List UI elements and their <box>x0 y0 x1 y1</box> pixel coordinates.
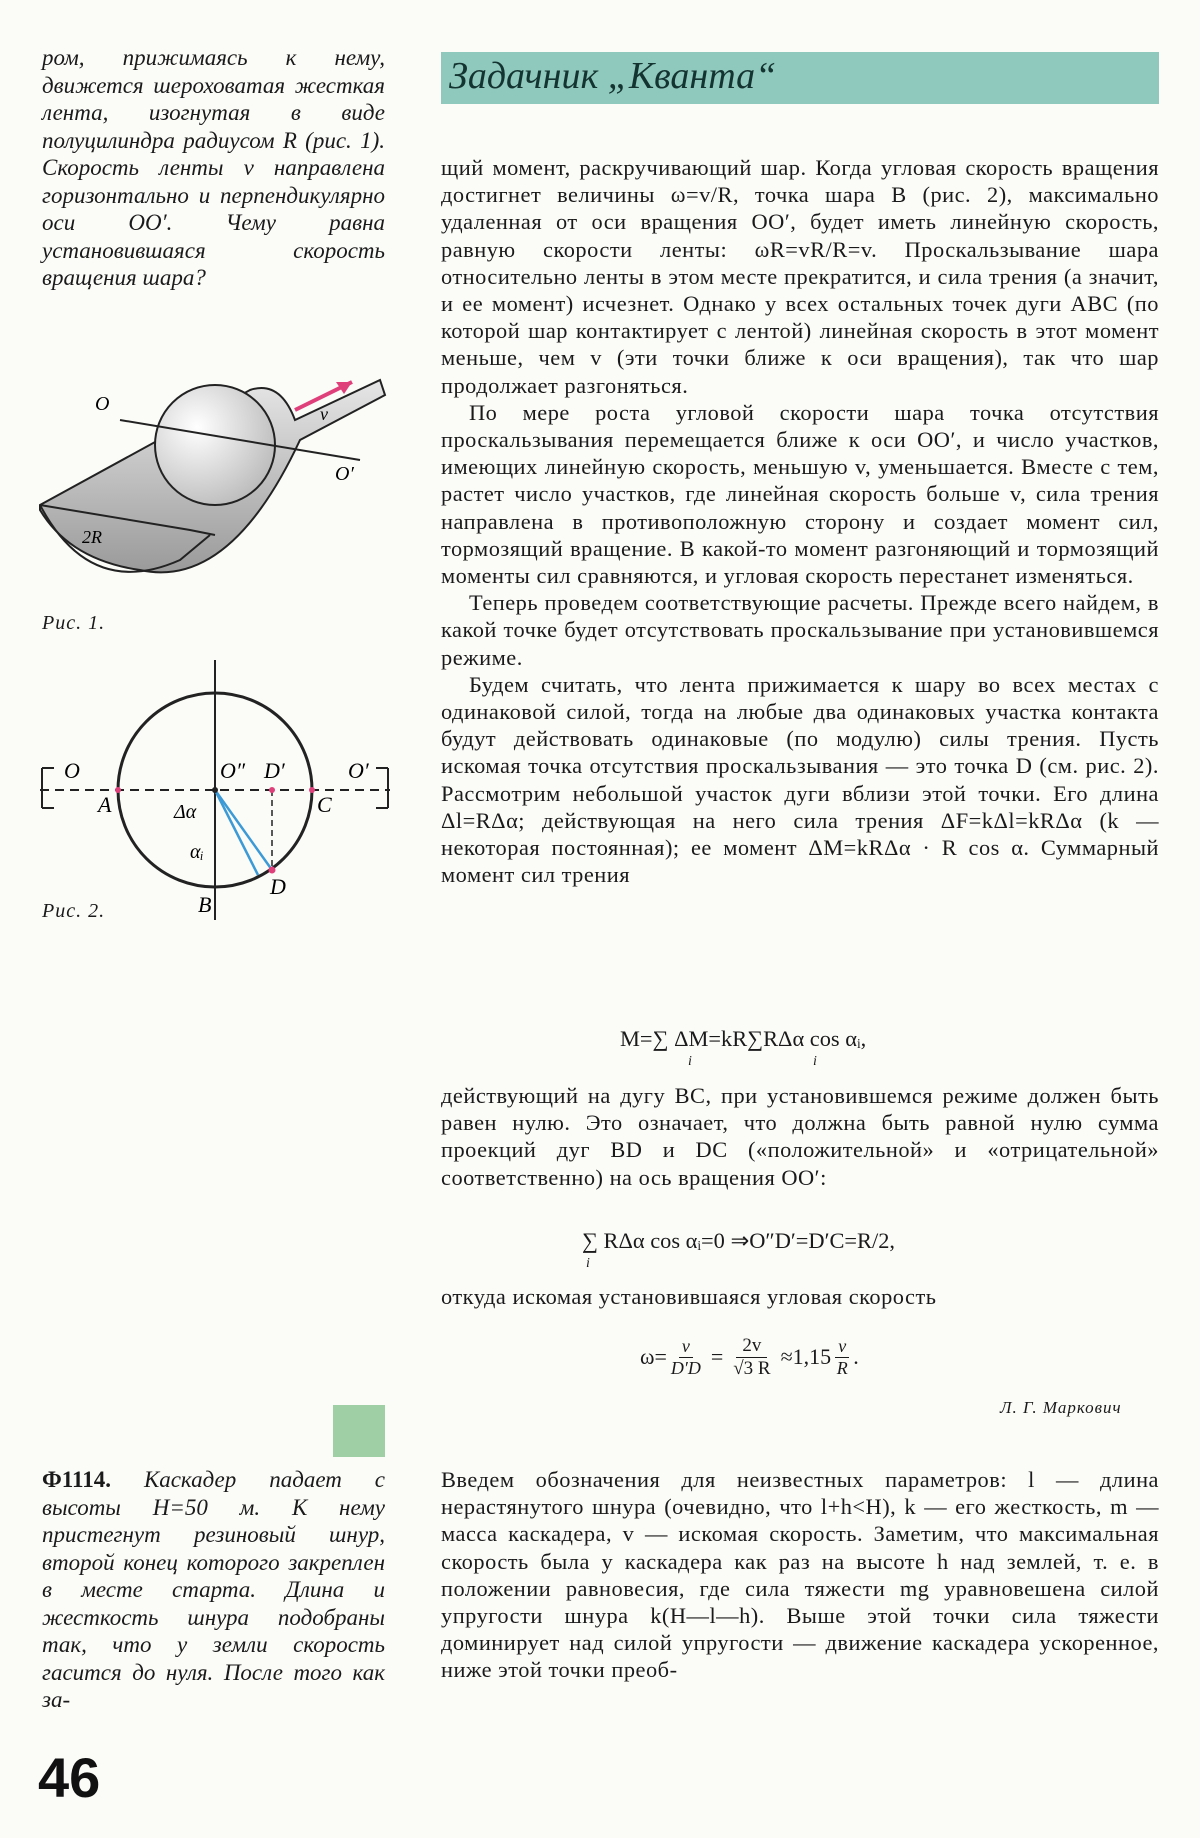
eq3-f1-num: v <box>679 1336 693 1358</box>
figure-2 <box>30 660 410 920</box>
fig1-label-2r: 2R <box>82 527 102 547</box>
left-intro <box>42 44 385 292</box>
figure-1 <box>30 360 410 600</box>
solution-p4: Будем считать, что лента прижимается к шару во всех местах с одинаковой силой, тогда на любые два одинаковых участка контакта будут действовать одинаковые (по модулю) силы трения. Пусть искомая точка отсутствия проскальзывания — это точка D (см. рис. 2). Рассмотрим небольшой участок дуги вблизи этой точки. Его длина Δl=RΔα; действующая на него сила трения ΔF=kΔl=kRΔα (k — некоторая постоянная); ее момент ΔM=kRΔα · R cos α. Суммарный момент сил трения <box>441 671 1159 888</box>
equation-2-text: ∑ RΔα cos αᵢ=0 ⇒O″D′=D′C=R/2, <box>582 1228 896 1253</box>
equation-1-text: M=∑ ΔM=kR∑RΔα cos αᵢ, <box>620 1026 867 1051</box>
fig2-label-alpha-i: αᵢ <box>190 841 204 863</box>
section-marker-square <box>333 1405 385 1457</box>
eq3-f2-den: √3 R <box>733 1357 771 1379</box>
equation-3 <box>640 1322 859 1392</box>
solution-p7: Введем обозначения для неизвестных параметров: l — длина нерастянутого шнура (очевидно, что l+h<H), k — его жесткость, m — масса каскадера, v — искомая скорость. Заметим, что максимальная скорость была у каскадера как раз на высоте h над землей, т. е. в положении равновесия, где сила тяжести mg уравновешена силой упругости шнура k(H—l—h). Выше этой точки сила тяжести доминирует над силой упругости — движение каскадера ускоренное, ниже этой точки преоб- <box>441 1467 1159 1683</box>
section-banner <box>441 52 1159 104</box>
problem-f1114 <box>42 1466 385 1714</box>
fig2-label-a: A <box>98 792 112 817</box>
ball <box>155 385 275 505</box>
fig2-label-b: B <box>198 892 212 917</box>
eq3-f3-num: v <box>835 1336 849 1358</box>
equation-1 <box>620 1026 866 1052</box>
problem-body: Каскадер падает с высоты H=50 м. К нему пристегнут резиновый шнур, второй конец которого закреплен в месте старта. Длина и жесткость шнура подобраны так, что у земли скорость гасится до нуля. После того как за- <box>42 1467 386 1712</box>
solution-text-3 <box>441 1283 1159 1310</box>
eq3-end: . <box>853 1344 859 1369</box>
fig1-label-o-prime: O′ <box>335 463 354 485</box>
solution-p6: откуда искомая установившаяся угловая скорость <box>441 1284 937 1309</box>
eq3-f1-den: D′D <box>670 1357 701 1378</box>
eq2-sub: i <box>586 1256 590 1271</box>
eq3-equals: = <box>710 1344 724 1369</box>
solution-f1114 <box>441 1466 1159 1684</box>
fig2-label-d-prime: D′ <box>264 758 285 783</box>
eq3-lhs: ω= <box>640 1344 667 1369</box>
fig2-label-delta-alpha: Δα <box>174 801 197 823</box>
solution-text <box>441 154 1159 888</box>
figure-1-caption: Рис. 1. <box>42 612 106 634</box>
eq3-f2-num: 2v <box>736 1335 767 1358</box>
solution-p2: По мере роста угловой скорости шара точка отсутствия проскальзывания перемещается ближе к оси OO′, и число участков, имеющих линейную скорость, меньшую v, уменьшается. Вместе с тем, растет число участков, где линейная скорость больше v, сила трения направлена в противоположную сторону и создает момент сил, тормозящий вращение. В какой-то момент разгоняющий и тормозящий моменты сил сравняются, и угловая скорость перестанет изменяться. <box>441 399 1159 589</box>
solution-p1: щий момент, раскручивающий шар. Когда угловая скорость вращения достигнет величины ω=v/R, точка шара B (рис. 2), максимально удаленная от оси вращения OO′, будет иметь линейную скорость, равную скорости ленты: ωR=vR/R=v. Проскальзывание шара относительно ленты в этом месте прекратится, и сила трения (а значит, и ее момент) исчезнет. Однако у всех остальных точек дуги ABC (по которой шар контактирует с лентой) линейная скорость в этот момент меньше, чем v (эти точки ближе к оси вращения), так что шар продолжает разгоняться. <box>441 155 1159 398</box>
figure-2-caption: Рис. 2. <box>42 900 106 922</box>
eq3-f3-den: R <box>836 1357 848 1378</box>
solution-p5: действующий на дугу BC, при установившемся режиме должен быть равен нулю. Это означает, что должна быть равной нулю сумма проекций дуг BD и DC («положительной» и «отрицательной» соответственно) на ось вращения OO′: <box>441 1083 1159 1190</box>
equation-2 <box>582 1228 895 1254</box>
page-number: 46 <box>38 1746 101 1809</box>
fig2-label-o-prime: O′ <box>348 758 369 783</box>
eq3-frac-3 <box>835 1336 849 1379</box>
radius-line <box>215 790 272 870</box>
eq3-frac-2 <box>733 1335 770 1380</box>
eq3-approx: ≈1,15 <box>780 1344 832 1369</box>
fig1-label-v: v <box>320 404 328 424</box>
eq1-sub-left: i <box>688 1054 692 1069</box>
fig2-label-c: C <box>317 792 332 817</box>
left-intro-text: ром, прижимаясь к нему, движется шероховатая жесткая лента, изогнутая в виде полуцилиндра радиусом R (рис. 1). Скорость ленты v направлена горизонтально и перпендикулярно оси OO′. Чему равна установившаяся скорость вращения шара? <box>42 45 385 290</box>
banner-title: Задачник „Кванта“ <box>449 55 777 97</box>
problem-text <box>42 1466 385 1714</box>
fig2-label-d: D <box>270 874 286 899</box>
problem-id: Ф1114. <box>42 1467 111 1492</box>
solution-p3: Теперь проведем соответствующие расчеты. Прежде всего найдем, в какой точке будет отсутствовать проскальзывание при установившемся режиме. <box>441 590 1159 670</box>
author-signature: Л. Г. Маркович <box>1000 1398 1122 1417</box>
solution-text-2 <box>441 1082 1159 1191</box>
fig1-label-o: O <box>95 393 110 415</box>
eq3-frac-1 <box>671 1336 701 1379</box>
fig2-label-o-dbl: O″ <box>220 758 246 783</box>
fig2-label-o: O <box>64 758 80 783</box>
eq1-sub-right: i <box>813 1054 817 1069</box>
